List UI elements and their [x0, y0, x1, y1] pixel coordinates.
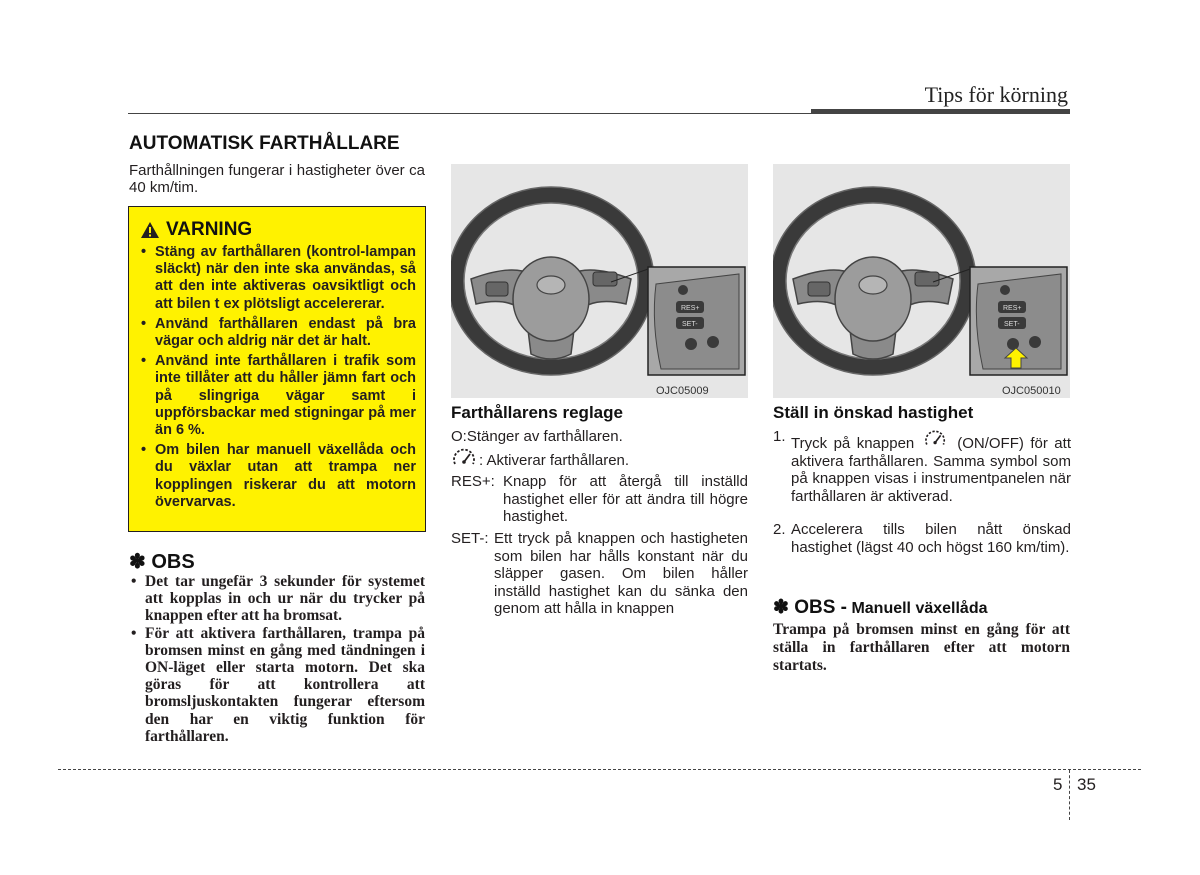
- page-title: AUTOMATISK FARTHÅLLARE: [129, 133, 400, 154]
- section-title: Tips för körning: [924, 82, 1068, 107]
- svg-text:RES+: RES+: [681, 305, 700, 312]
- warning-list: [139, 244, 416, 514]
- warning-title: VARNING: [166, 219, 253, 240]
- cruise-control-icon: [451, 446, 479, 470]
- footer-divider: [1069, 770, 1070, 820]
- chapter-number: 5: [1053, 775, 1063, 794]
- warning-item: • Använd farthållaren endast på bra vägar och aldrig när det är halt.: [139, 316, 416, 350]
- control-desc: : Aktiverar farthållaren.: [479, 452, 630, 470]
- control-off: [451, 428, 748, 446]
- steering-wheel-illustration: [773, 164, 1070, 398]
- steering-wheel-figure: [451, 164, 748, 398]
- note-heading: [773, 596, 988, 619]
- figure-code: OJC05009: [656, 385, 709, 397]
- steering-wheel-figure-highlight: [773, 164, 1070, 398]
- step-1: [773, 428, 1071, 505]
- step-2: [773, 521, 1071, 556]
- note-text: Trampa på bromsen minst en gång för att ställa in farthållaren efter att motorn startats.: [773, 621, 1070, 674]
- cruise-control-icon: [923, 428, 949, 450]
- warning-item: • Stäng av farthållaren (kontrol-lampan släckt) när den inte ska användas, så att den inte aktiveras oavsiktligt och att bilen t ex plötsligt accelererar.: [139, 244, 416, 313]
- svg-text:SET-: SET-: [682, 321, 698, 328]
- warning-item: • Om bilen har manuell växellåda och du växlar utan att trampa ner kopplingen riskerar du att motorn övervarvas.: [139, 442, 416, 511]
- svg-text:SET-: SET-: [1004, 321, 1020, 328]
- step-text: Accelerera tills bilen nått önskad hastighet (lägst 40 och högst 160 km/tim).: [791, 521, 1071, 556]
- control-desc: Ett tryck på knappen och hastigheten som bilen har hålls konstant när du släpper gasen. Om bilen håller inställd hastighet kan du sänka den genom att hålla in knappen: [494, 530, 748, 618]
- figure-code: OJC050010: [1002, 385, 1061, 397]
- controls-heading: Farthållarens reglage: [451, 403, 623, 422]
- warning-box: [128, 206, 426, 532]
- intro-paragraph: Farthållningen fungerar i hastigheter över ca 40 km/tim.: [129, 162, 425, 196]
- note-item: • Det tar ungefär 3 sekunder för systemet att kopplas in och ur när du trycker på knappen efter att ha bromsat.: [129, 573, 425, 625]
- warning-header: [140, 219, 252, 241]
- control-term: RES+:: [451, 473, 495, 490]
- header-rule: [128, 113, 811, 114]
- control-set: [451, 530, 748, 618]
- note-subtitle: Manuell växellåda: [851, 600, 988, 617]
- step-number: 2.: [773, 521, 786, 538]
- control-res: [451, 473, 748, 526]
- note-heading: ✽ OBS: [129, 551, 195, 573]
- set-speed-heading: Ställ in önskad hastighet: [773, 403, 974, 422]
- step-text: (ON/OFF) för att aktivera farthållaren. Samma symbol som på knappen visas i instrumentpanelen när farthållaren är aktiverad.: [791, 435, 1071, 505]
- note-item: • För att aktivera farthållaren, trampa på bromsen minst en gång med tändningen i ON-läget eller starta motorn. Det ska göras för att kontrollera att bromsljuskontakten fungerar eftersom den har en viktig funktion för farthållaren.: [129, 625, 425, 745]
- warning-triangle-icon: [140, 221, 160, 239]
- steering-wheel-illustration: [451, 164, 748, 398]
- note-list: [129, 573, 425, 745]
- control-desc: Stänger av farthållaren.: [466, 428, 623, 445]
- control-desc: Knapp för att återgå till inställd hastighet eller för att ändra till högre hastighet.: [503, 473, 748, 526]
- warning-item: • Använd inte farthållaren i trafik som inte tillåter att du håller jämn fart och på slingriga vägar samt i uppförsbackar med stigningar på mer än 6 %.: [139, 353, 416, 439]
- step-number: 1.: [773, 428, 786, 445]
- page-number: 35: [1077, 775, 1096, 794]
- svg-text:RES+: RES+: [1003, 305, 1022, 312]
- control-term: O:: [451, 428, 467, 445]
- header-rule-accent: [811, 109, 1070, 114]
- control-cruise: [451, 446, 748, 470]
- note-title: ✽ OBS -: [773, 597, 847, 618]
- footer-rule: [58, 769, 1141, 770]
- step-text: Tryck på knappen: [791, 435, 915, 452]
- control-term: SET-:: [451, 530, 489, 547]
